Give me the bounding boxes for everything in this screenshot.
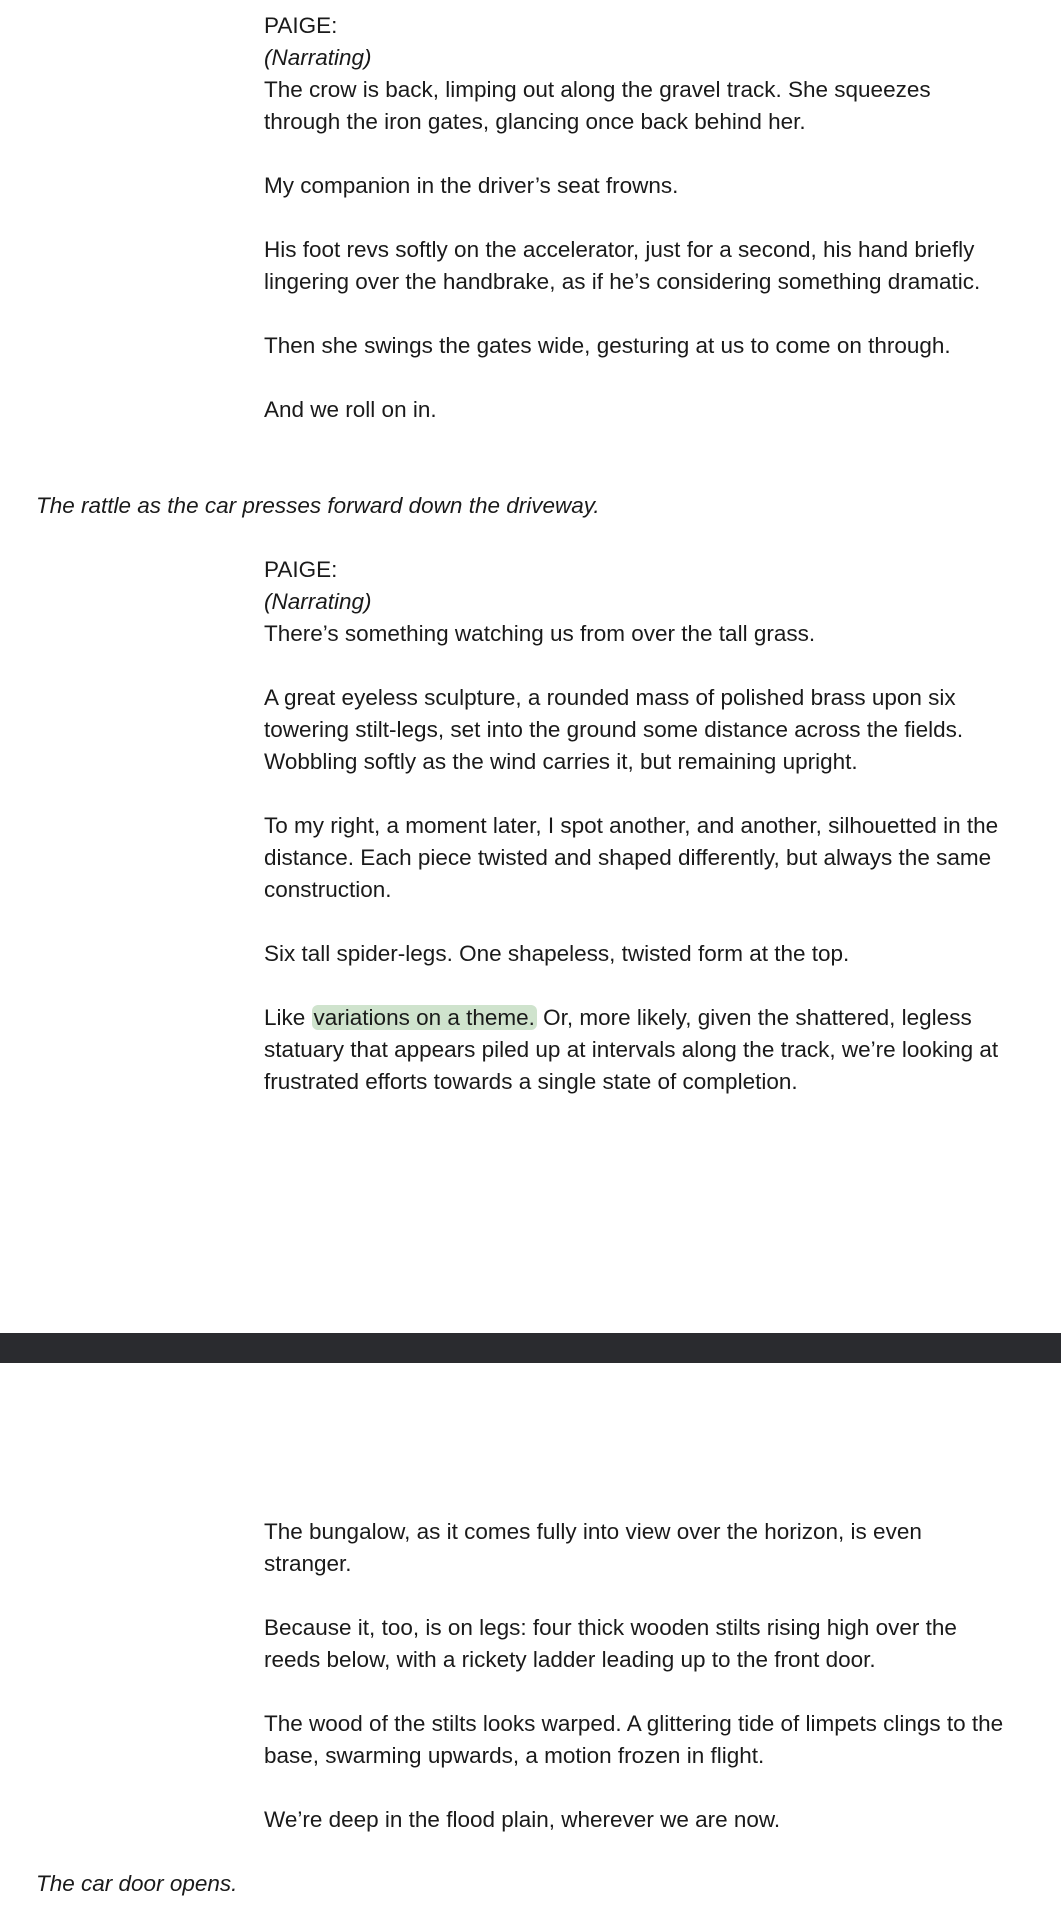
dialogue-paragraph: And we roll on in. xyxy=(264,397,437,422)
dialogue-paragraph: There’s something watching us from over the tall grass. xyxy=(264,621,816,646)
parenthetical: (Narrating) xyxy=(264,589,372,614)
dialogue-paragraph: Because it, too, is on legs: four thick wooden stilts rising high over the reeds below, with a rickety ladder leading up to the front door. xyxy=(264,1615,957,1672)
dialogue-paragraph: We’re deep in the flood plain, wherever we are now. xyxy=(264,1807,781,1832)
dialogue-paragraph: The crow is back, limping out along the gravel track. She squeezes through the iron gates, glancing once back behind her. xyxy=(264,77,931,134)
dialogue-paragraph: His foot revs softly on the accelerator, just for a second, his hand briefly lingering over the handbrake, as if he’s considering something dramatic. xyxy=(264,237,981,294)
dialogue-block-3 xyxy=(264,1516,1004,1836)
parenthetical: (Narrating) xyxy=(264,45,372,70)
dialogue-block-2 xyxy=(264,554,1004,1098)
dialogue-paragraph: The bungalow, as it comes fully into view over the horizon, is even stranger. xyxy=(264,1519,922,1576)
dialogue-paragraph: A great eyeless sculpture, a rounded mass of polished brass upon six towering stilt-legs, set into the ground some distance across the fields. Wobbling softly as the wind carries it, but remaining upright. xyxy=(264,685,964,774)
dialogue-paragraph: To my right, a moment later, I spot another, and another, silhouetted in the distance. Each piece twisted and shaped differently, but always the same construction. xyxy=(264,813,999,902)
speaker-name: PAIGE: xyxy=(264,13,338,38)
dialogue-paragraph: The wood of the stilts looks warped. A glittering tide of limpets clings to the base, swarming upwards, a motion frozen in flight. xyxy=(264,1711,1004,1768)
dialogue-paragraph xyxy=(264,1002,1004,1098)
stage-direction: The rattle as the car presses forward down the driveway. xyxy=(36,493,600,518)
dialogue-block-1 xyxy=(264,10,1004,426)
dialogue-paragraph: Then she swings the gates wide, gesturing at us to come on through. xyxy=(264,333,951,358)
paragraph-text: Or, more likely, given the shattered, legless statuary that appears piled up at intervals along the track, we’re looking at frustrated efforts towards a single state of completion. xyxy=(264,1005,999,1094)
page-divider xyxy=(0,1333,1061,1363)
speaker-name: PAIGE: xyxy=(264,557,338,582)
paragraph-text: Like xyxy=(264,1005,312,1030)
stage-direction: The car door opens. xyxy=(36,1871,238,1896)
highlighted-text[interactable]: variations on a theme. xyxy=(313,1005,535,1030)
dialogue-paragraph: My companion in the driver’s seat frowns. xyxy=(264,173,679,198)
dialogue-paragraph: Six tall spider-legs. One shapeless, twisted form at the top. xyxy=(264,941,850,966)
